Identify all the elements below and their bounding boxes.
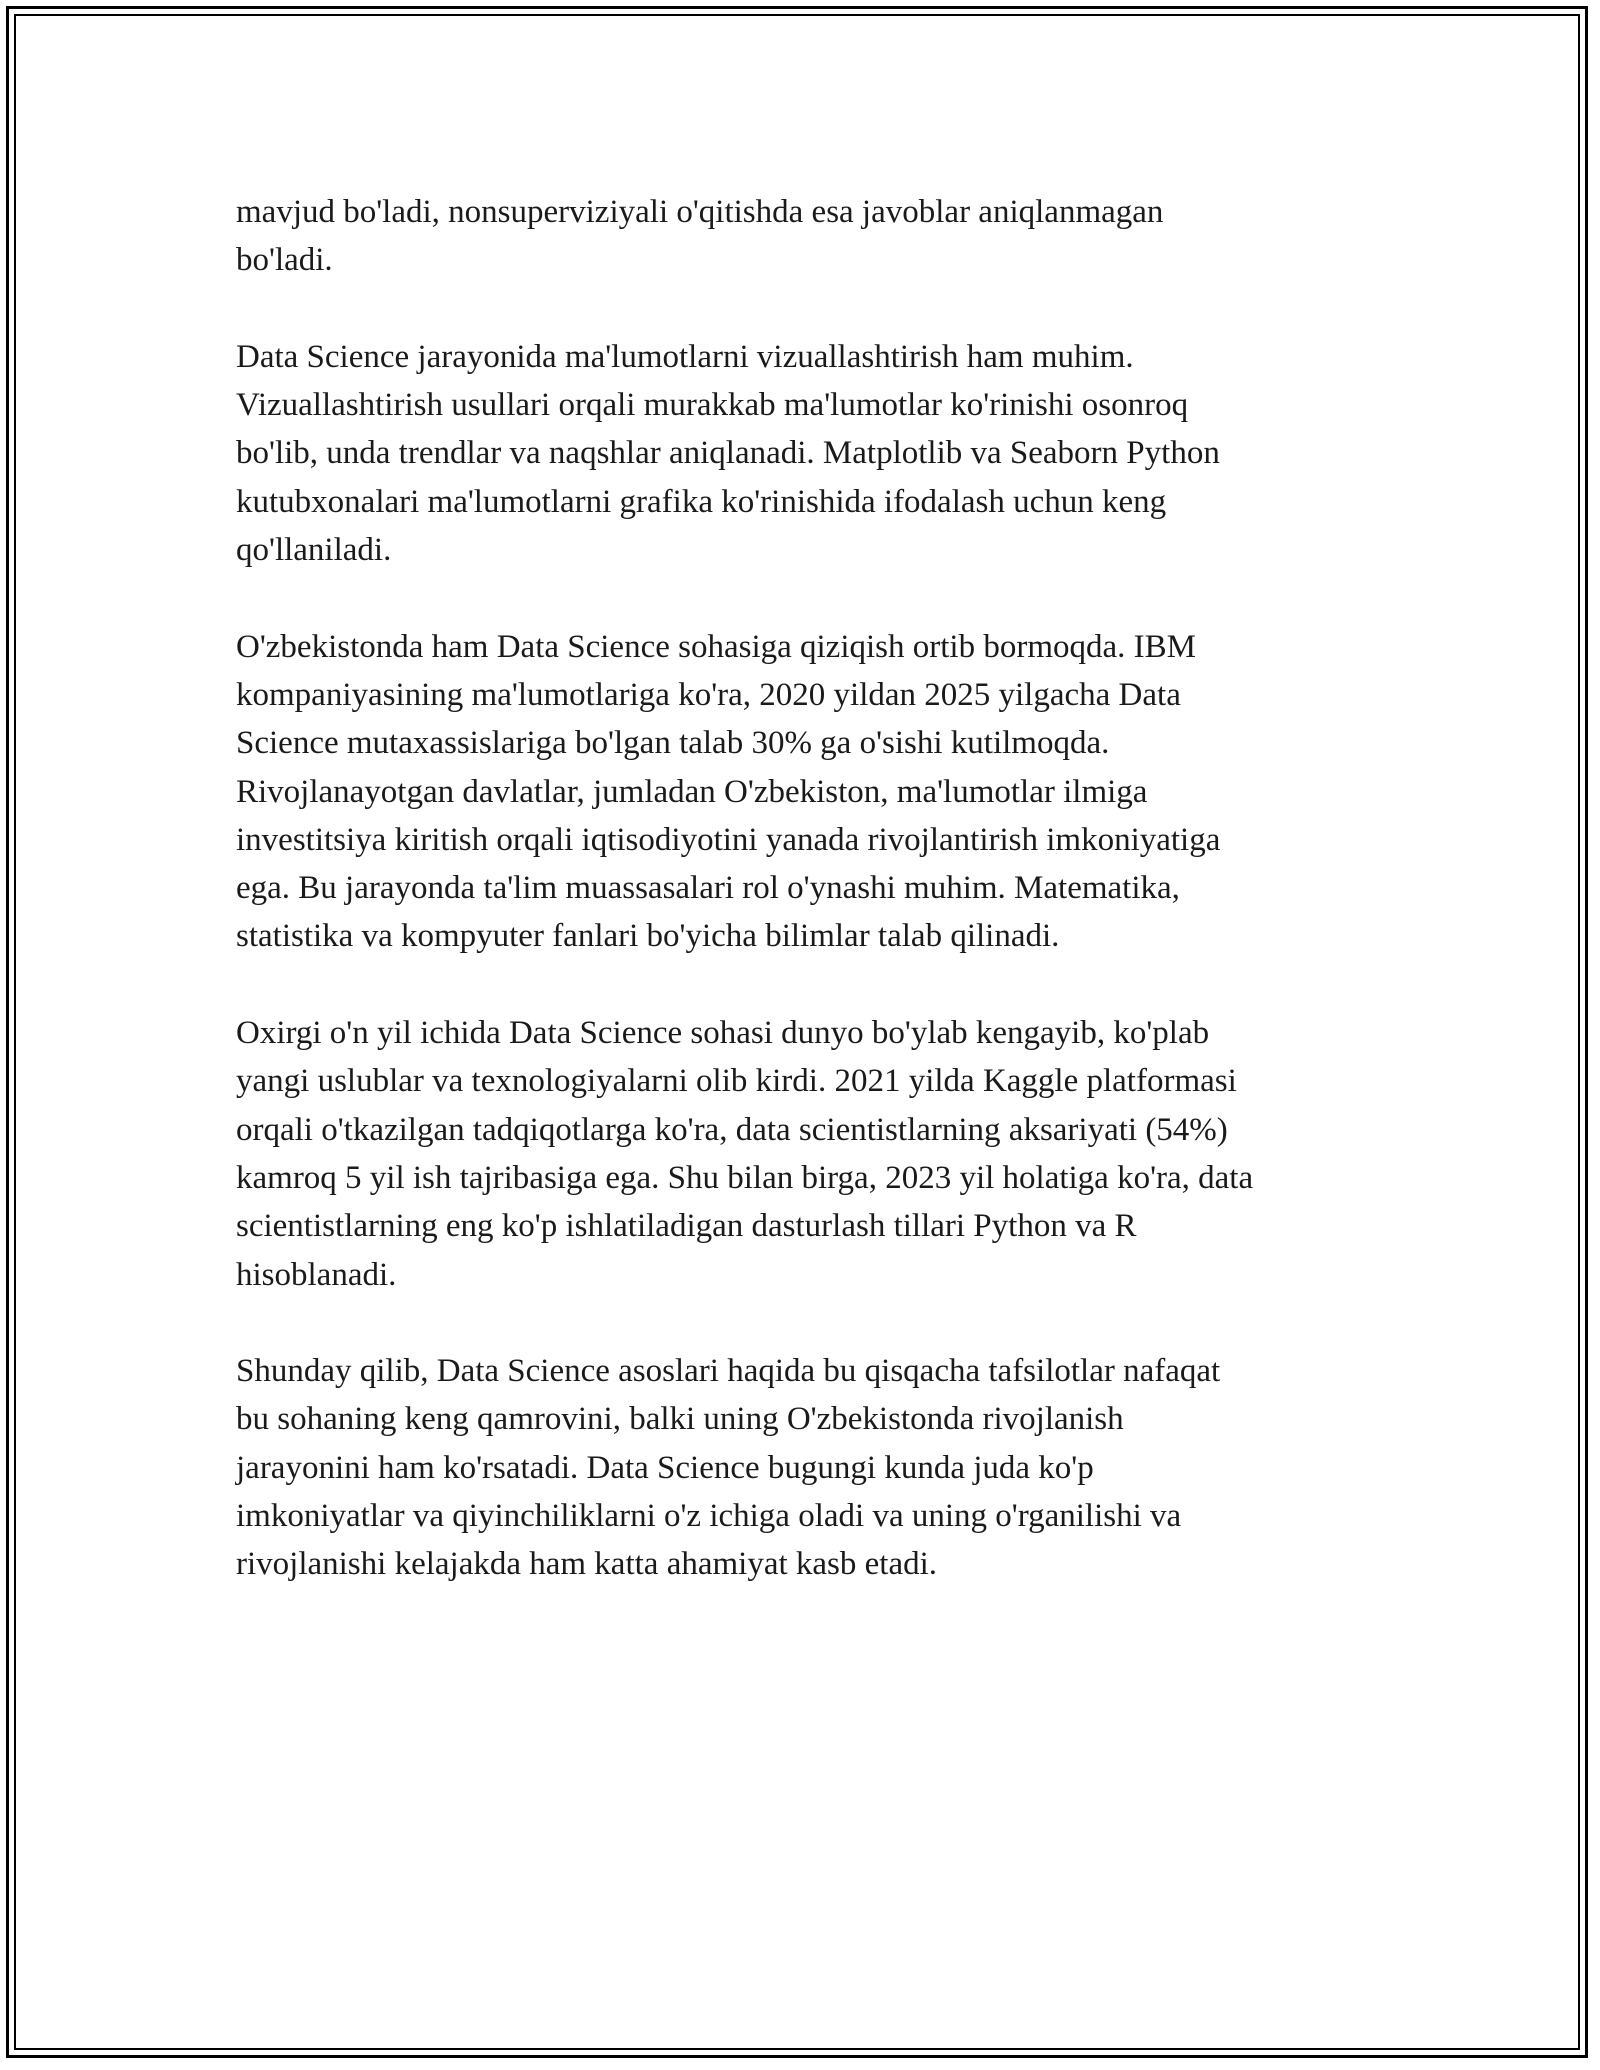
paragraph xyxy=(236,1347,1396,1588)
text-line: hisoblanadi. xyxy=(236,1256,397,1293)
text-line: rivojlanishi kelajakda ham katta ahamiyat kasb etadi. xyxy=(236,1546,938,1583)
text-line: mavjud bo'ladi, nonsuperviziyali o'qitishda esa javoblar aniqlanmagan xyxy=(236,194,1164,230)
text-line: ega. Bu jarayonda ta'lim muassasalari rol o'ynashi muhim. Matematika, xyxy=(236,870,1180,907)
text-line: Rivojlanayotgan davlatlar, jumladan O'zbekiston, ma'lumotlar ilmiga xyxy=(236,773,1148,810)
text-line: kutubxonalari ma'lumotlarni grafika ko'rinishida ifodalash uchun keng xyxy=(236,483,1167,520)
paragraph xyxy=(236,623,1396,961)
text-line: statistika va kompyuter fanlari bo'yicha bilimlar talab qilinadi. xyxy=(236,918,1060,955)
text-line: investitsiya kiritish orqali iqtisodiyotini yanada rivojlantirish imkoniyatiga xyxy=(236,821,1221,858)
text-line: imkoniyatlar va qiyinchiliklarni o'z ichiga oladi va uning o'rganilishi va xyxy=(236,1498,1182,1535)
text-line: orqali o'tkazilgan tadqiqotlarga ko'ra, data scientistlarning aksariyati (54%) xyxy=(236,1111,1228,1148)
text-line: scientistlarning eng ko'p ishlatiladigan dasturlash tillari Python va R xyxy=(236,1208,1137,1245)
paragraph xyxy=(236,333,1396,574)
paragraph xyxy=(236,188,1396,285)
text-line: Science mutaxassislariga bo'lgan talab 30% ga o'sishi kutilmoqda. xyxy=(236,725,1110,762)
text-line: Shunday qilib, Data Science asoslari haqida bu qisqacha tafsilotlar nafaqat xyxy=(236,1353,1221,1390)
text-line: bu sohaning keng qamrovini, balki uning O'zbekistonda rivojlanish xyxy=(236,1401,1124,1438)
text-line: kamroq 5 yil ish tajribasiga ega. Shu bilan birga, 2023 yil holatiga ko'ra, data xyxy=(236,1159,1254,1196)
text-line: O'zbekistonda ham Data Science sohasiga qiziqish ortib bormoqda. IBM xyxy=(236,628,1196,665)
text-line: Oxirgi o'n yil ichida Data Science sohasi dunyo bo'ylab kengayib, ko'plab xyxy=(236,1015,1210,1052)
text-line: bo'ladi. xyxy=(236,242,333,279)
text-line: bo'lib, unda trendlar va naqshlar aniqlanadi. Matplotlib va Seaborn Python xyxy=(236,435,1220,472)
text-line: yangi uslublar va texnologiyalarni olib kirdi. 2021 yilda Kaggle platformasi xyxy=(236,1063,1237,1100)
paragraph xyxy=(236,1009,1396,1299)
document-body xyxy=(236,188,1396,1589)
text-line: jarayonini ham ko'rsatadi. Data Science bugungi kunda juda ko'p xyxy=(236,1449,1094,1486)
text-line: Data Science jarayonida ma'lumotlarni vizuallashtirish ham muhim. xyxy=(236,338,1134,375)
text-line: kompaniyasining ma'lumotlariga ko'ra, 2020 yildan 2025 yilgacha Data xyxy=(236,676,1181,713)
text-line: qo'llaniladi. xyxy=(236,532,392,569)
text-line: Vizuallashtirish usullari orqali murakkab ma'lumotlar ko'rinishi osonroq xyxy=(236,387,1189,424)
